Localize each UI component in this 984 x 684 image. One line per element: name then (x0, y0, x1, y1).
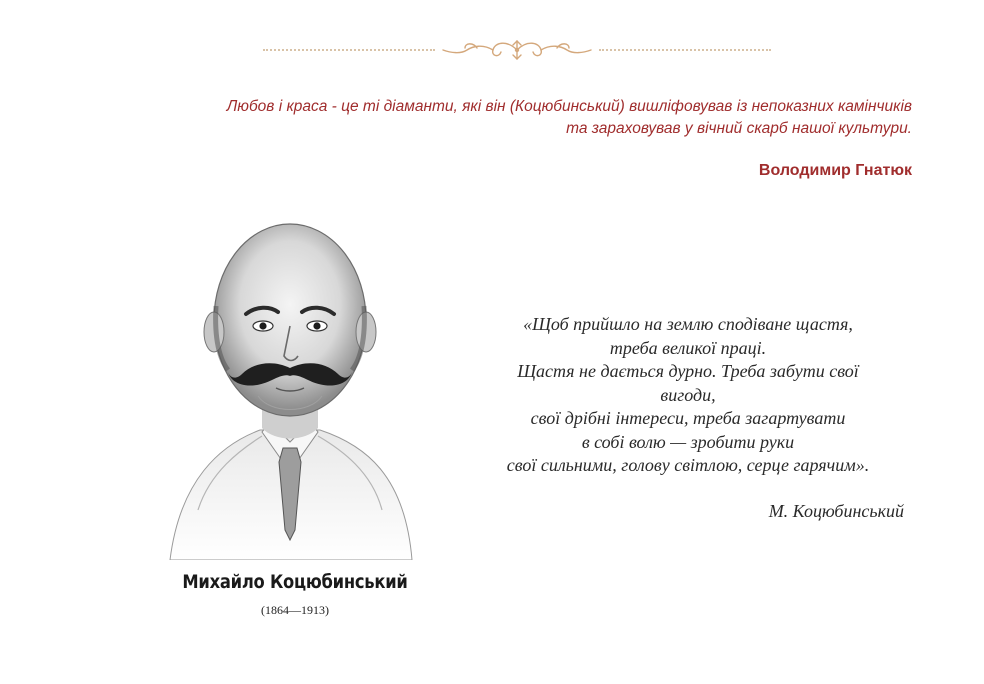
top-quote-line: та зараховував у вічний скарб нашої культури. (566, 120, 912, 137)
main-quote (468, 313, 908, 478)
top-quote (92, 96, 912, 140)
portrait-name: Михайло Коцюбинський (182, 571, 408, 593)
top-quote-author: Володимир Гнатюк (758, 162, 912, 179)
main-quote-line: Щастя не дається дурно. Треба забути свої (517, 361, 859, 381)
main-quote-line: в собі волю — зробити руки (581, 431, 795, 452)
main-quote-line: «Щоб прийшло на землю сподіване щастя, (523, 314, 853, 334)
portrait-years: (1864—1913) (261, 603, 329, 617)
main-quote-line: свої дрібні інтереси, треба загартувати (530, 408, 846, 428)
main-quote-line: вигоди, (660, 384, 716, 405)
main-quote-line: свої сильними, голову світлою, серце гарячим». (506, 455, 870, 475)
main-quote-line: треба великої праці. (609, 337, 767, 358)
dotted-line-right (599, 49, 771, 51)
portrait-image (150, 210, 430, 560)
main-quote-author: М. Коцюбинський (768, 501, 904, 521)
ornamental-flourish-icon (437, 38, 597, 62)
dotted-line-left (263, 49, 435, 51)
top-quote-line: Любов і краса - це ті діаманти, які він (Коцюбинський) вишліфовував із непоказних камінчиків (226, 98, 912, 115)
decorative-divider (263, 38, 771, 62)
